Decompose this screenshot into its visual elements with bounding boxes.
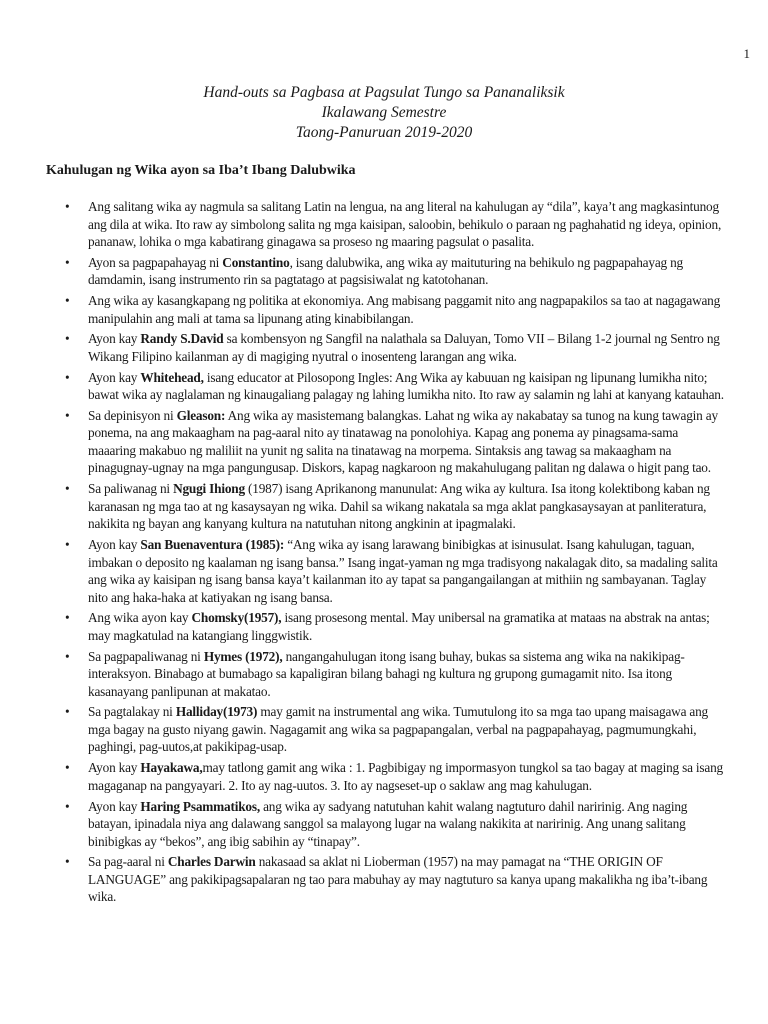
list-item: • Ayon kay Hayakawa,may tatlong gamit ang wika : 1. Pagbibigay ng impormasyon tungkol sa tao bagay at maging sa isang magaganap na pangyayari. 2. Ito ay nag-uutos. 3. Ito ay nagseset-up o saklaw ang mag kahulugan. — [88, 759, 728, 794]
section-title: Kahulugan ng Wika ayon sa Iba’t Ibang Dalubwika — [46, 163, 356, 178]
list-item: • Ang wika ayon kay Chomsky(1957), isang prosesong mental. May unibersal na gramatika at mataas na abstrak na antas; may magkatulad na katangiang linggwistik. — [88, 609, 728, 644]
document-header — [0, 83, 768, 143]
list-item: • Sa depinisyon ni Gleason: Ang wika ay masistemang balangkas. Lahat ng wika ay nakabatay sa tunog na kung tawagin ay ponema, na ang makaagham na pag-aaral nito ay tinatawag na ponolohiya. Kapag ang ponema ay pinagsama-sama maaaring makabuo ng maliliit na yunit ng salita na tinatawag na morpema. Sintaksis ang tawag sa makaagham na pinagugnay-ugnay na mga pangungusap. Diskors, kapag nagkaroon ng makahulugang palitan ng dalawa o higit pang tao. — [88, 407, 728, 477]
list-item: • Ayon kay Haring Psammatikos, ang wika ay sadyang natutuhan kahit walang nagtuturo dahil naririnig. Ang naging batayan, ipinadala niya ang dalawang sanggol sa malayong lugar na walang nakikita at naririnig. Ang unang salitang binibigkas ay “bekos”, ang ibig sabihin ay “tinapay”. — [88, 798, 728, 851]
list-item: • Ayon kay San Buenaventura (1985): “Ang wika ay isang larawang binibigkas at isinusulat. Isang kahulugan, taguan, imbakan o deposito ng kaalaman ng isang bansa.” Isang ingat-yaman ng mga tradisyong nakalagak dito, sa madaling salita ang wika ay kaisipan ng isang bansa kaya’t kailanman ito ay tapat sa pangangailangan at mithiin ng sambayanan. Taglay nito ang haka-haka at katiyakan ng isang bansa. — [88, 536, 728, 606]
school-year-line: Taong-Panuruan 2019-2020 — [295, 124, 473, 141]
list-item: • Ayon kay Whitehead, isang educator at Pilosopong Ingles: Ang Wika ay kabuuan ng kaisipan ng lipunang lumikha nito; bawat wika ay naglalaman ng kinaugaliang palagay ng lahing lumikha nito. Ito raw ay salamin ng lahi at kanyang katauhan. — [88, 369, 728, 404]
page-number: 1 — [743, 46, 750, 61]
list-item: • Ayon sa pagpapahayag ni Constantino, isang dalubwika, ang wika ay maituturing na behikulo ng pagpapahayag ng damdamin, isang instrumento rin sa pagtatago at pagsisiwalat ng katotohanan. — [88, 254, 728, 289]
list-item: • Ayon kay Randy S.David sa kombensyon ng Sangfil na nalathala sa Daluyan, Tomo VII – Bilang 1-2 journal ng Sentro ng Wikang Filipino kailanman ay di magiging nyutral o inosenteng larangan ang wika. — [88, 330, 728, 365]
list-item: • Ang wika ay kasangkapang ng politika at ekonomiya. Ang mabisang paggamit nito ang nagpapakilos sa tao at nagagawang manipulahin ang mali at tama sa lipunang ating kinabibilangan. — [88, 292, 728, 327]
list-item: • Sa pagpapaliwanag ni Hymes (1972), nangangahulugan itong isang buhay, bukas sa sistema ang wika na nakikipag-interaksyon. Binabago at bumabago sa kapaligiran bilang bahagi ng kultura ng grupong gumagamit nito. Isa itong kasanayang panlipunan at makatao. — [88, 648, 728, 701]
semester-line: Ikalawang Semestre — [321, 104, 447, 121]
list-item: • Ang salitang wika ay nagmula sa salitang Latin na lengua, na ang literal na kahulugan ay “dila”, kaya’t ang magkasintunog ang dila at wika. Ito raw ay simbolong salita ng mga kaisipan, saloobin, behikulo o paraan ng paghahatid ng ideya, opinion, pananaw, lohika o mga kabatirang ginagawa sa proseso ng maaring pagsulat o pasalita. — [88, 198, 728, 251]
list-item: • Sa paliwanag ni Ngugi Ihiong (1987) isang Aprikanong manunulat: Ang wika ay kultura. Isa itong kolektibong kaban ng karanasan ng mga tao at ng kasaysayan ng wika. Dahil sa wikang nakatala sa mga aklat pangkasaysayan at panliteratura, nakikita ng bayan ang kanyang kultura na natutuhan nitong angkinin at ipagmalaki. — [88, 480, 728, 533]
definitions-list — [88, 198, 728, 909]
list-item: • Sa pagtalakay ni Halliday(1973) may gamit na instrumental ang wika. Tumutulong ito sa mga tao upang maisagawa ang mga bagay na gusto niyang gawin. Nagagamit ang wika sa pagpapangalan, verbal na pagpapahayag, pagmumungkahi, paghingi, pag-uutos,at pakikipag-usap. — [88, 703, 728, 756]
list-item: • Sa pag-aaral ni Charles Darwin nakasaad sa aklat ni Lioberman (1957) na may pamagat na “THE ORIGIN OF LANGUAGE” ang pakikipagsapalaran ng tao para mabuhay ay may nagtuturo sa kanya upang makalikha ng iba’t-ibang wika. — [88, 853, 728, 906]
document-title: Hand-outs sa Pagbasa at Pagsulat Tungo sa Pananaliksik — [203, 84, 565, 101]
